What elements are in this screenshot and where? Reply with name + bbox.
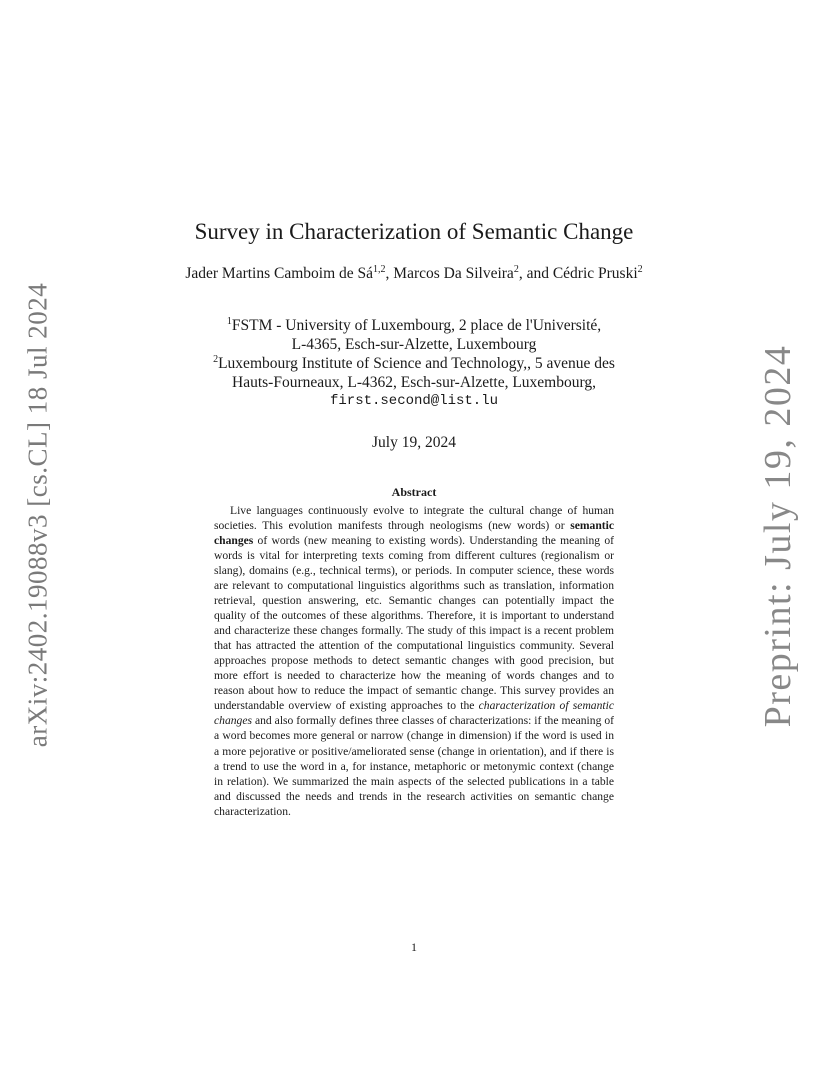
- author-list: [150, 264, 678, 283]
- arxiv-identifier-stamp: arXiv:2402.19088v3 [cs.CL] 18 Jul 2024: [22, 282, 53, 748]
- abstract-emphasis-bold: semantic changes: [214, 519, 614, 548]
- affiliation-text: FSTM - University of Luxembourg, 2 place de l'Université,: [231, 317, 602, 334]
- affiliations: [150, 316, 678, 411]
- author-affiliation-mark: 2: [637, 263, 643, 275]
- author-affiliation-mark: 2: [513, 263, 519, 275]
- affiliation-1-line-1: [150, 316, 678, 335]
- abstract-heading: Abstract: [391, 485, 437, 499]
- author-name: , Marcos Da Silveira: [385, 265, 514, 282]
- author-affiliation-mark: 1,2: [373, 263, 386, 275]
- abstract-text: of words (new meaning to existing words). Understanding the meaning of words is vital for interpreting texts coming from different cultures (regionalism or slang), domains (e.g., technical terms), or periods. In computer science, these words are relevant to computational linguistics algorithms such as translation, information retrieval, question answering, etc. Semantic changes can potentially impact the quality of the outcomes of these algorithms. Therefore, it is important to understand and characterize these changes formally. The study of this impact is a recent problem that has attracted the attention of the computational linguistics community. Several approaches propose methods to detect semantic changes with good precision, but more effort is needed to characterize how the meaning of words changes and to reason about how to reduce the impact of semantic change. This survey provides an understandable overview of existing approaches to the: [214, 534, 614, 713]
- publication-date: July 19, 2024: [372, 434, 456, 451]
- author-name: , and Cédric Pruski: [518, 265, 638, 282]
- affiliation-mark: 1: [226, 315, 232, 327]
- abstract-body: [214, 503, 614, 819]
- author-name: Jader Martins Camboim de Sá: [185, 265, 374, 282]
- affiliation-mark: 2: [213, 353, 219, 365]
- affiliation-2-line-2: Hauts-Fourneaux, L-4362, Esch-sur-Alzette, Luxembourg,: [232, 374, 596, 391]
- affiliation-2-line-1: [150, 354, 678, 373]
- abstract-text: Live languages continuously evolve to integrate the cultural change of human societies. This evolution manifests through neologisms (new words) or: [214, 504, 614, 533]
- contact-email: first.second@list.lu: [329, 393, 499, 409]
- preprint-watermark: Preprint: July 19, 2024: [757, 344, 799, 728]
- affiliation-1-line-2: L-4365, Esch-sur-Alzette, Luxembourg: [291, 336, 537, 353]
- affiliation-text: Luxembourg Institute of Science and Technology,, 5 avenue des: [218, 355, 615, 372]
- paper-title: Survey in Characterization of Semantic Change: [194, 219, 634, 244]
- page-number: 1: [411, 940, 417, 954]
- abstract-emphasis-italic: characterization of semantic changes: [214, 699, 614, 728]
- abstract-text: and also formally defines three classes of characterizations: if the meaning of a word becomes more general or narrow (change in dimension) if the word is used in a more pejorative or positive/ameliorated sense (change in orientation), and if there is a trend to use the word in a, for instance, metaphoric or metonymic context (change in relation). We summarized the main aspects of the selected publications in a table and discussed the needs and trends in the research activities on semantic change characterization.: [214, 714, 614, 818]
